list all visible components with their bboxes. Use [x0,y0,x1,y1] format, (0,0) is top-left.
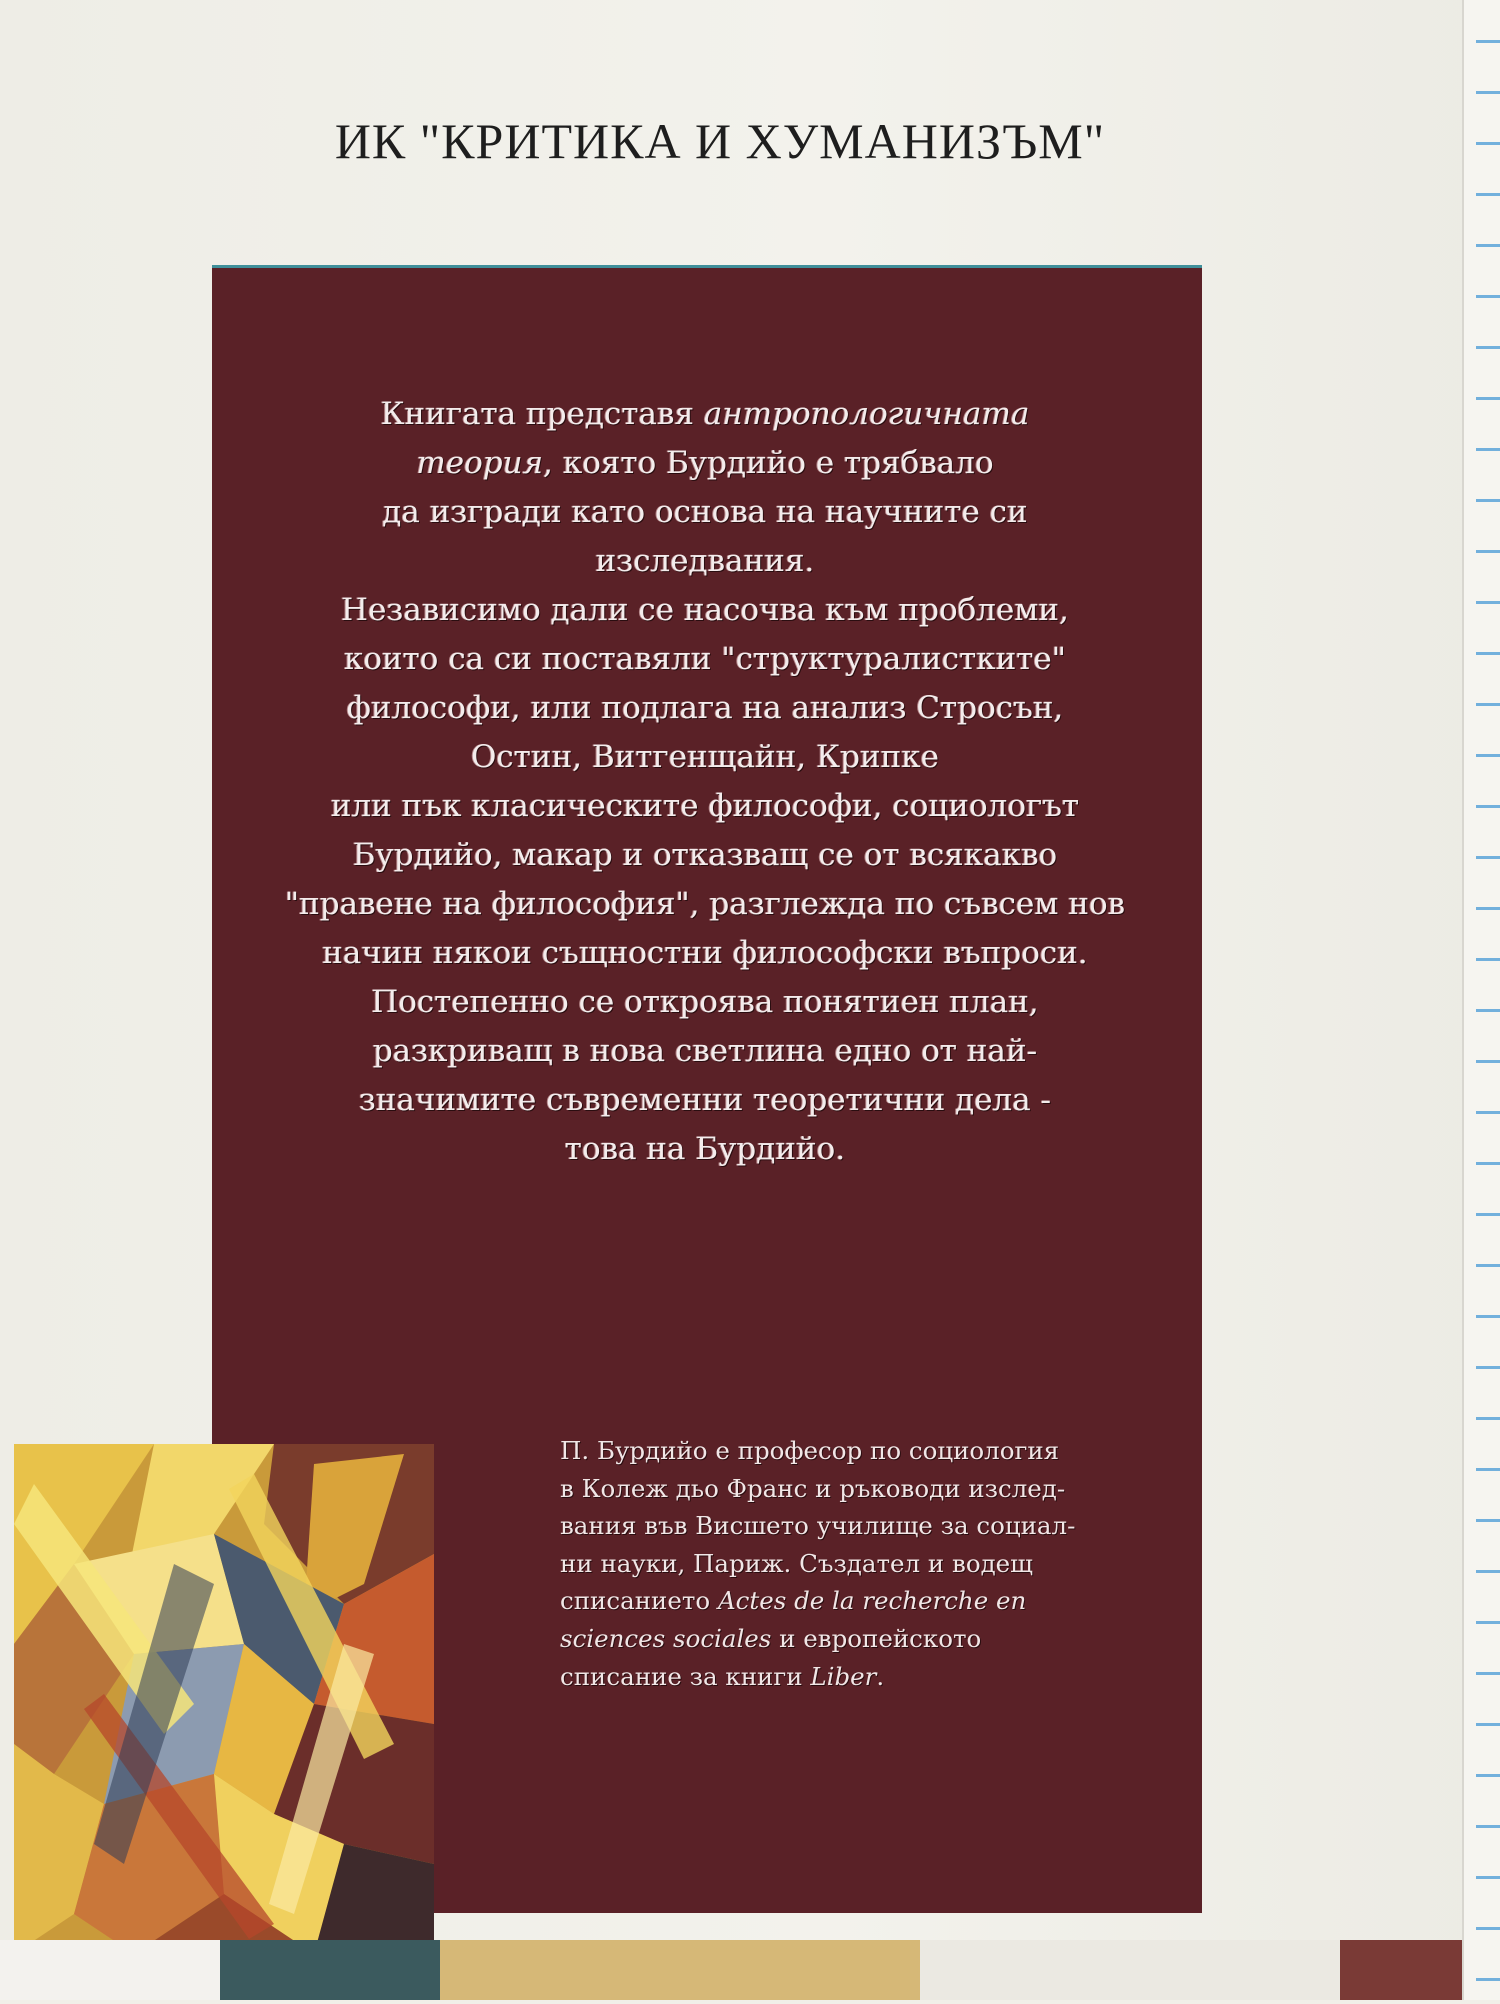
ruled-line-mark [1476,1723,1500,1726]
ruled-line-mark [1476,1366,1500,1369]
ruled-line-mark [1476,1468,1500,1471]
ruled-line-mark [1476,295,1500,298]
description-line: Книгата представя антропологичната [380,396,1030,432]
ruled-line-mark [1476,754,1500,757]
ruled-line-mark [1476,703,1500,706]
description-line: Постепенно се откроява понятиен план, [371,984,1039,1020]
ruled-line-mark [1476,1825,1500,1828]
color-strip [0,1940,1500,2000]
ruled-line-mark [1476,1009,1500,1012]
ruled-line-mark [1476,907,1500,910]
ruled-line-mark [1476,1264,1500,1267]
description-line: начин някои същностни философски въпроси. [322,935,1088,971]
author-bio [560,1432,1170,1695]
ruled-line-mark [1476,958,1500,961]
ruled-line-mark [1476,856,1500,859]
ruled-line-mark [1476,499,1500,502]
bio-line: в Колеж дьо Франс и ръководи изслед- [560,1473,1066,1503]
ruled-line-mark [1476,601,1500,604]
ruled-line-mark [1476,1519,1500,1522]
ruled-line-mark [1476,346,1500,349]
cover-artwork-image [14,1444,434,1954]
ruled-line-mark [1476,1774,1500,1777]
bottom-color-blocks [0,1940,1500,2000]
page-edge-ruled-paper [1462,0,1500,2000]
ruled-line-mark [1476,1162,1500,1165]
book-description [245,390,1165,1174]
ruled-line-mark [1476,1111,1500,1114]
ruled-line-mark [1476,91,1500,94]
ruled-line-mark [1476,1876,1500,1879]
description-line: Независимо дали се насочва към проблеми, [341,592,1069,628]
ruled-line-mark [1476,1417,1500,1420]
ruled-line-mark [1476,652,1500,655]
description-line: Остин, Витгенщайн, Крипке [470,739,939,775]
bio-line: ни науки, Париж. Създател и водещ [560,1548,1033,1578]
description-line: теория, която Бурдийо е трябвало [416,445,994,481]
description-line: философи, или подлага на анализ Стросън, [346,690,1064,726]
ruled-line-mark [1476,448,1500,451]
bio-line: вания във Висшето училище за социал- [560,1511,1076,1541]
ruled-line-mark [1476,142,1500,145]
description-line: това на Бурдийо. [564,1131,846,1167]
ruled-line-mark [1476,40,1500,43]
ruled-line-mark [1476,244,1500,247]
description-line: Бурдийо, макар и отказващ се от всякакво [352,837,1058,873]
description-line: или пък класическите философи, социологът [330,788,1080,824]
description-line: изследвания. [595,543,815,579]
ruled-line-mark [1476,1672,1500,1675]
description-line: "правене на философия", разглежда по съвсем нов [284,886,1126,922]
ruled-line-mark [1476,397,1500,400]
ruled-line-mark [1476,805,1500,808]
ruled-line-mark [1476,1213,1500,1216]
bio-line: списанието Actes de la recherche en [560,1586,1027,1616]
description-line: да изгради като основа на научните си [382,494,1028,530]
description-line: които са си поставяли "структуралистките" [343,641,1067,677]
bio-line: sciences sociales и европейското [560,1623,982,1653]
publisher-name: ИК "КРИТИКА И ХУМАНИЗЪМ" [334,113,1106,169]
ruled-line-mark [1476,1060,1500,1063]
ruled-line-mark [1476,1315,1500,1318]
ruled-line-mark [1476,1621,1500,1624]
description-line: разкриващ в нова светлина едно от най- [372,1033,1038,1069]
ruled-line-mark [1476,1570,1500,1573]
description-line: значимите съвременни теоретични дела - [358,1082,1052,1118]
ruled-line-mark [1476,1927,1500,1930]
bio-line: П. Бурдийо е професор по социология [560,1436,1060,1465]
ruled-line-mark [1476,193,1500,196]
abstract-painting [14,1444,434,1954]
bio-line: списание за книги Liber. [560,1661,885,1691]
ruled-line-mark [1476,550,1500,553]
